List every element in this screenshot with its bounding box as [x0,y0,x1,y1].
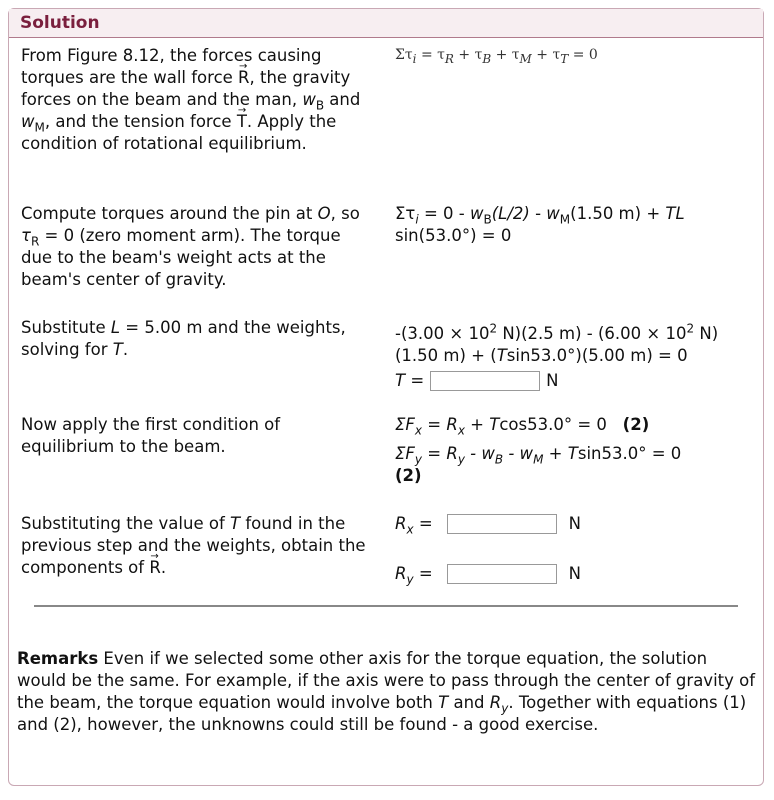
step4-equation-fx: $\Sigma F_x = R_x + Tcos53.0^\circ = 0$ (2) [395,415,650,438]
vector-R: → R [238,67,249,89]
t-answer-label: T = [395,371,425,390]
step2-text: Compute torques around the pin at O, so $\tau_R = 0$ (zero moment arm). The torque due to the beam's weight acts at the beam's center of gravity. [21,204,360,289]
rx-answer-unit: N [568,514,581,533]
step1-text: From Figure 8.12, the forces causing torques are the wall force → R, the gravity forces on the beam and the man, $w_B$ and $w_M$, and the tension force → T. Apply the condition of rotational equilibrium. [21,45,371,155]
ry-answer-label: $R_y$ = [395,564,433,587]
t-answer-input[interactable] [430,371,540,391]
ry-answer-unit: N [568,564,581,583]
rx-answer-input[interactable] [447,514,557,534]
t-answer-unit: N [546,371,559,390]
step3-text: Substitute L = 5.00 m and the weights, solving for T. [21,318,346,359]
step5-text: Substituting the value of T found in the previous step and the weights, obtain the components of → R. [21,513,371,579]
vector-T: → T [237,111,247,133]
vector-R-2: → R [149,557,160,579]
solution-title: Solution [20,13,100,33]
rx-answer-row [395,513,755,535]
step4-text: Now apply the first condition of equilibrium to the beam. [21,415,281,456]
t-answer-row [395,370,755,392]
separator [34,605,738,607]
solution-header [9,9,763,38]
ry-answer-row [395,563,755,585]
ry-answer-input[interactable] [447,564,557,584]
step3-equation: $-(3.00 \times 10^2$ N)(2.5 $m) - (6.00 \times 10^2$ N)(1.50 m) + (Tsin53.0°)(5.00 m) = 0 [395,321,719,365]
step2-equation: $\Sigma\tau_i = 0 - w_B(L/2) - w_M(1.50$ m) + TL sin(53.0°) = 0 [395,204,685,245]
rx-answer-label: $R_x$ = [395,514,433,537]
remarks-paragraph: Remarks Even if we selected some other axis for the torque equation, the solution would be the same. For example, if the axis were to pass through the center of gravity of the beam, the torque equation would involve both T and $R_y$. Together with equations (1) and (2), however, the unknowns could still be found - a good exercise. [17,649,756,734]
remarks-label: Remarks [17,649,99,668]
step1-equation: $\Sigma\tau_i = \tau_R + \tau_B + \tau_M + \tau_T = 0$ [395,47,598,66]
step4-equation-fy: $\Sigma F_y = R_y - w_B - w_M + Tsin53.0^\circ = 0$ (2) [395,444,682,485]
